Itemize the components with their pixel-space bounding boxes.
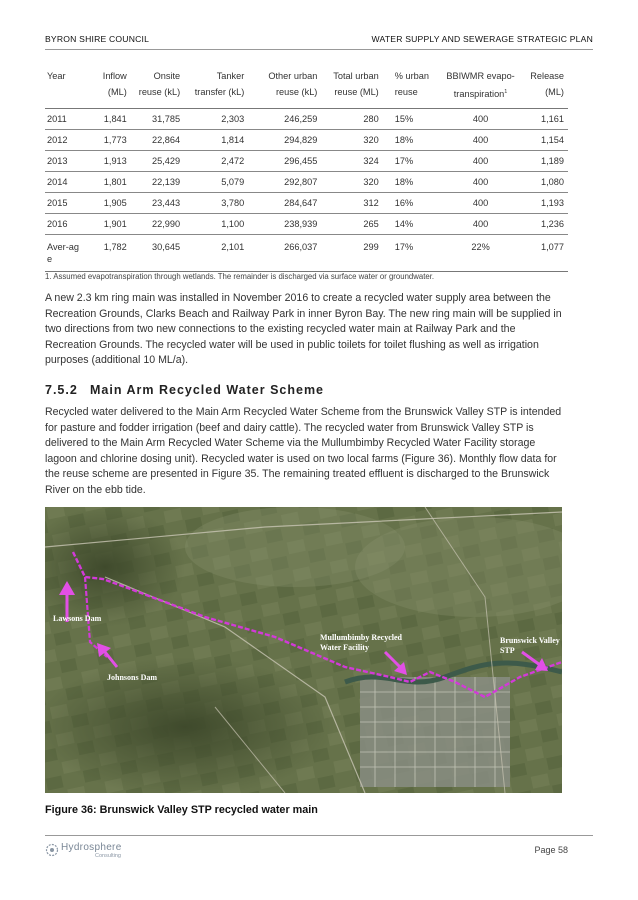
col-header-total: Total urban reuse (ML) xyxy=(321,63,382,109)
table-row: 2014 1,801 22,139 5,079 292,807 320 18% 400 1,080 xyxy=(45,172,568,193)
header-document-title: WATER SUPPLY AND SEWERAGE STRATEGIC PLAN xyxy=(371,34,593,44)
col-header-year: Year xyxy=(45,63,87,109)
col-header-release: Release (ML) xyxy=(526,63,568,109)
paragraph-ring-main: A new 2.3 km ring main was installed in November 2016 to create a recycled water supply area between the Recreation Grounds, Clarks Beach and Railway Park in inner Byron Bay. The new ring main will be supplied in two directions from two new connections to the existing recycled water main at Railway Park and the Recreation Grounds. The recycled water will be used in public toilets for toilet flushing as well as irrigation purposes (additional 10 ML/a). xyxy=(45,292,562,367)
table-row: 2011 1,841 31,785 2,303 246,259 280 15% 400 1,161 xyxy=(45,109,568,130)
col-header-tanker: Tanker transfer (kL) xyxy=(184,63,248,109)
table-footnote: 1. Assumed evapotranspiration through wetlands. The remainder is discharged via surface water or groundwater. xyxy=(45,272,435,281)
label-johnsons-dam: Johnsons Dam xyxy=(107,673,158,682)
page-header xyxy=(45,34,593,48)
header-rule xyxy=(45,49,593,50)
reuse-data-table xyxy=(45,63,568,272)
page-number: Page 58 xyxy=(534,845,568,855)
logo-icon xyxy=(45,843,59,857)
label-stp-line2: STP xyxy=(500,646,515,655)
town-area xyxy=(360,677,510,787)
col-header-inflow: Inflow (ML) xyxy=(87,63,131,109)
col-header-bbiwmr: BBIWMR evapo- transpiration$^1$ xyxy=(435,63,526,109)
col-header-onsite: Onsite reuse (kL) xyxy=(131,63,184,109)
section-heading xyxy=(45,383,324,397)
section-number: 7.5.2 xyxy=(45,383,78,397)
label-facility-line2: Water Facility xyxy=(320,643,369,652)
table-row: 2016 1,901 22,990 1,100 238,939 265 14% 400 1,236 xyxy=(45,214,568,235)
logo-subtitle: Consulting xyxy=(95,853,121,859)
table-row: 2015 1,905 23,443 3,780 284,647 312 16% 400 1,193 xyxy=(45,193,568,214)
table-header-row xyxy=(45,63,568,109)
paragraph-main-arm: Recycled water delivered to the Main Arm Recycled Water Scheme from the Brunswick Valley STP is intended for pasture and fodder irrigation (beef and dairy cattle). The recycled water from Brunswick Valley STP is delivered to the Main Arm Recycled Water Scheme via the Mullumbimby Recycled Water Facility storage lagoon and chlorine dosing unit). Recycled water is used on two local farms (Figure 36). Monthly flow data for the reuse scheme are presented in Figure 35. The remaining treated effluent is discharged to the Brunswick River on the ebb tide. xyxy=(45,406,562,496)
label-lawsons-dam: Lawsons Dam xyxy=(53,614,102,623)
label-facility-line1: Mullumbimby Recycled xyxy=(320,633,402,642)
table-row-average: Aver-age 1,782 30,645 2,101 266,037 299 17% 22% 1,077 xyxy=(45,235,568,272)
figure-caption: Figure 36: Brunswick Valley STP recycled water main xyxy=(45,804,318,816)
table-row: 2013 1,913 25,429 2,472 296,455 324 17% 400 1,189 xyxy=(45,151,568,172)
col-header-other: Other urban reuse (kL) xyxy=(248,63,321,109)
header-organisation: BYRON SHIRE COUNCIL xyxy=(45,34,150,44)
table-row: 2012 1,773 22,864 1,814 294,829 320 18% 400 1,154 xyxy=(45,130,568,151)
map-image xyxy=(45,507,562,793)
section-title: Main Arm Recycled Water Scheme xyxy=(90,383,325,397)
aerial-map xyxy=(45,507,562,793)
label-stp-line1: Brunswick Valley xyxy=(500,636,560,645)
col-header-pct: % urban reuse xyxy=(383,63,435,109)
logo-wordmark: Hydrosphere xyxy=(61,842,122,853)
footer-rule xyxy=(45,835,593,836)
